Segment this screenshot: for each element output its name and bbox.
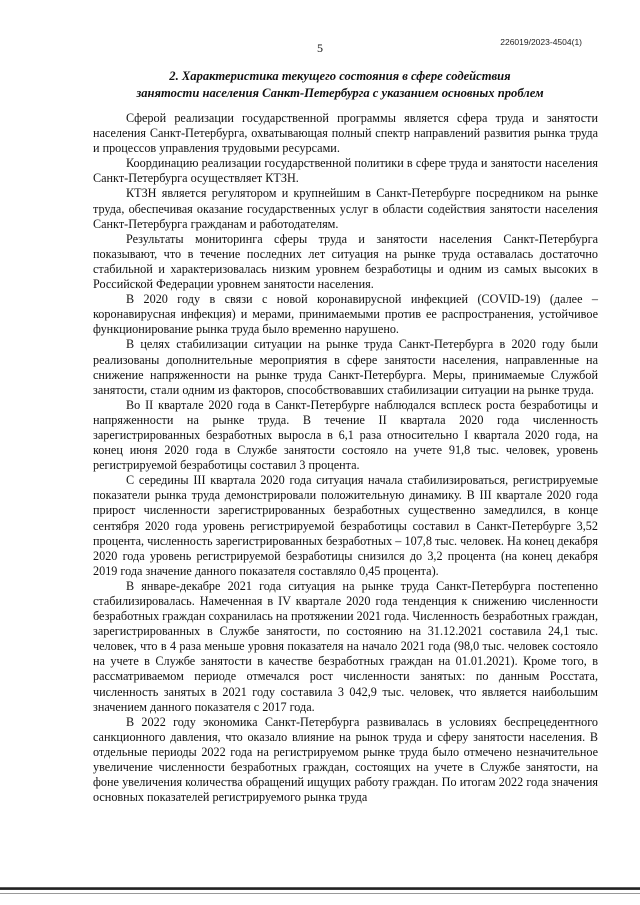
section-heading xyxy=(100,68,580,102)
paragraph: КТЗН является регулятором и крупнейшим в Санкт-Петербурге посредником на рынке труда, обеспечивая оказание государственных услуг в области содействия занятости населения Санкт-Петербурга гражданам и работодателям. xyxy=(93,186,598,231)
paragraph: С середины III квартала 2020 года ситуация начала стабилизироваться, регистрируемые показатели рынка труда демонстрировали положительную динамику. В III квартале 2020 года прирост численности зарегистрированных безработных существенно замедлился, в конце сентября 2020 года уровень регистрируемой безработицы составил в Санкт-Петербурге 3,52 процента, численность зарегистрированных безработных – 107,8 тыс. человек. На конец декабря 2020 года уровень регистрируемой безработицы снизился до 3,2 процента (на конец декабря 2019 года значение данного показателя составляло 0,45 процента). xyxy=(93,473,598,578)
paragraph: В 2020 году в связи с новой коронавирусной инфекцией (COVID-19) (далее – коронавирусная инфекция) и мерами, принимаемыми против ее распространения, устойчивое функционирование рынка труда было временно нарушено. xyxy=(93,292,598,337)
paragraph: Во II квартале 2020 года в Санкт-Петербурге наблюдался всплеск роста безработицы и напряженности на рынке труда. В течение II квартала 2020 года численность зарегистрированных безработных выросла в 6,1 раза относительно I квартала 2020 года, на конец июня 2020 года в Службе занятости состояло на учете 91,8 тыс. человек, уровень регистрируемой безработицы составил 3 процента. xyxy=(93,397,598,473)
scan-edge-line xyxy=(0,887,640,890)
section-heading-line-1: 2. Характеристика текущего состояния в сфере содействия xyxy=(169,69,511,83)
paragraph: В целях стабилизации ситуации на рынке труда Санкт-Петербурга в 2020 году были реализованы дополнительные мероприятия в сфере занятости населения, направленные на снижение напряженности на рынке труда Санкт-Петербурга. Меры, принимаемые Службой занятости, стали одним из факторов, способствовавших стабилизации ситуации на рынке труда. xyxy=(93,337,598,397)
paragraph: Результаты мониторинга сферы труда и занятости населения Санкт-Петербурга показывают, что в течение последних лет ситуация на рынке труда оставалась достаточно стабильной и характеризовалась низким уровнем безработицы и одним из самых высоких в Российской Федерации уровнем занятости населения. xyxy=(93,231,598,292)
paragraph: Сферой реализации государственной программы является сфера труда и занятости населения Санкт-Петербурга, охватывающая полный спектр направлений развития рынка труда и процессов управления трудовыми ресурсами. xyxy=(93,111,598,156)
section-heading-line-2: занятости населения Санкт-Петербурга с указанием основных проблем xyxy=(136,86,544,100)
paragraph: Координацию реализации государственной политики в сфере труда и занятости населения Санкт-Петербурга осуществляет КТЗН. xyxy=(93,156,598,186)
paragraph: В январе-декабре 2021 года ситуация на рынке труда Санкт-Петербурга постепенно стабилизировалась. Намеченная в IV квартале 2020 года тенденция к снижению численности безработных граждан сохранилась на протяжении 2021 года. Численность безработных граждан, зарегистрированных в Службе занятости, по состоянию на 31.12.2021 составила 24,1 тыс. человек, что в 4 раза меньше уровня показателя на начало 2021 года (98,0 тыс. человек состояло на учете в Службе занятости в качестве безработных граждан на 01.01.2021). Кроме того, в рассматриваемом периоде отмечался рост численности занятых: по данным Росстата, численность занятых в 2021 году составила 3 042,9 тыс. человек, что является наибольшим значением данного показателя с 2017 года. xyxy=(93,578,598,714)
document-body xyxy=(93,111,598,805)
paragraph: В 2022 году экономика Санкт-Петербурга развивалась в условиях беспрецедентного санкционного давления, что оказало влияние на рынок труда и сферу занятости населения. В отдельные периоды 2022 года на регистрируемом рынке труда было отмечено незначительное увеличение численности безработных граждан, состоящих на учете в Службе занятости, на фоне увеличения количества обращений ищущих работу граждан. По итогам 2022 года значения основных показателей регистрируемого рынка труда xyxy=(93,714,598,805)
scan-edge-line xyxy=(0,893,640,894)
page-number: 5 xyxy=(317,41,323,55)
document-id: 226019/2023-4504(1) xyxy=(500,37,582,47)
